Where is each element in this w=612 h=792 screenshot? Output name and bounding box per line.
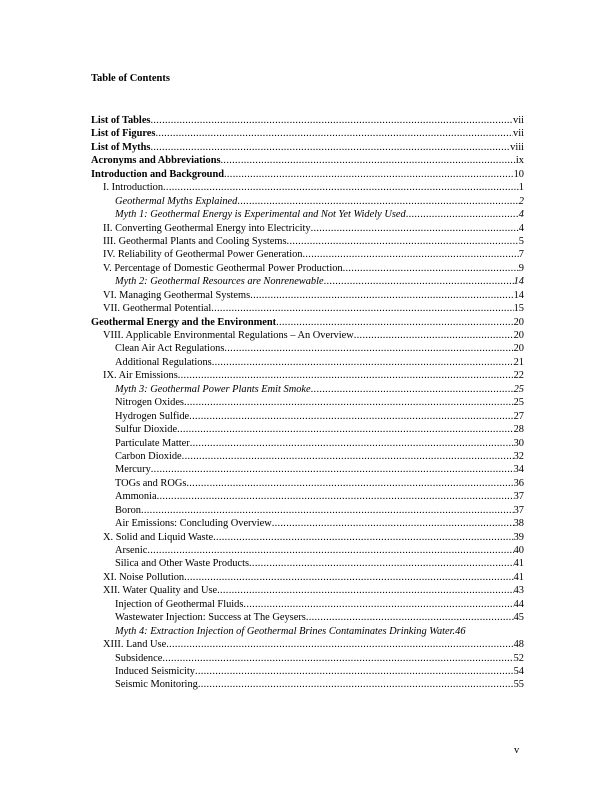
- dot-leader: [221, 154, 516, 167]
- dot-leader: [150, 141, 510, 154]
- toc-entry[interactable]: [0, 571, 612, 584]
- toc-entry-page: vii: [513, 115, 524, 126]
- dot-leader: [162, 652, 513, 665]
- toc-entry[interactable]: [0, 289, 612, 302]
- toc-entry[interactable]: [0, 383, 612, 396]
- toc-entry-page: 40: [513, 545, 524, 556]
- toc-entry[interactable]: [0, 262, 612, 275]
- toc-entry-title: Sulfur Dioxide: [115, 424, 178, 436]
- toc-entry-page: 21: [513, 356, 524, 368]
- dot-leader: [287, 235, 519, 248]
- toc-entry-title: Induced Seismicity: [115, 665, 195, 677]
- toc-entry[interactable]: [0, 410, 612, 423]
- toc-entry-page: 14: [513, 276, 524, 288]
- toc-entry-title: Introduction and Background: [91, 168, 225, 180]
- toc-entry-title: Additional Regulations: [115, 356, 212, 368]
- dot-leader: [211, 302, 513, 315]
- toc-entry-page: 2: [518, 195, 524, 207]
- dot-leader: [324, 275, 514, 288]
- toc-entry-page: vii: [513, 128, 524, 140]
- toc-entry-title: Hydrogen Sulfide: [115, 410, 190, 422]
- toc-entry-page: 45: [513, 612, 524, 624]
- toc-entry[interactable]: [0, 154, 612, 167]
- dot-leader: [198, 678, 514, 691]
- toc-entry-title: XIII. Land Use: [103, 639, 167, 651]
- dot-leader: [224, 342, 513, 355]
- toc-entry[interactable]: [0, 356, 612, 369]
- toc-entry-page: 25: [513, 397, 524, 409]
- toc-entry-title: Myth 4: Extraction Injection of Geothermal Brines Contaminates Drinking Water.: [115, 625, 456, 637]
- toc-entry-title: Myth 1: Geothermal Energy is Experimental and Not Yet Widely Used: [115, 209, 406, 221]
- toc-entry-page: 44: [513, 598, 524, 610]
- dot-leader: [155, 127, 513, 140]
- toc-entry-page: 1: [518, 182, 524, 194]
- toc-entry[interactable]: [0, 490, 612, 503]
- toc-entry-title: Ammonia: [115, 491, 157, 503]
- toc-entry-title: Air Emissions: Concluding Overview: [115, 518, 272, 530]
- toc-entry-title: List of Figures: [91, 128, 156, 140]
- toc-entry[interactable]: [0, 342, 612, 355]
- toc-entry-page: 55: [513, 679, 524, 691]
- page-number: v: [514, 745, 520, 756]
- dot-leader: [177, 423, 514, 436]
- toc-entry-page: 46: [455, 625, 466, 637]
- dot-leader: [141, 504, 514, 517]
- toc-entry-page: ix: [515, 155, 524, 167]
- toc-entry-page: 7: [518, 249, 524, 261]
- dot-leader: [163, 181, 519, 194]
- dot-leader: [249, 557, 514, 570]
- toc-entry[interactable]: [0, 678, 612, 691]
- toc-entry-title: XI. Noise Pollution: [103, 571, 185, 583]
- dot-leader: [184, 571, 514, 584]
- toc-entry-page: 25: [513, 383, 524, 395]
- toc-entry-title: VIII. Applicable Environmental Regulations – An Overview: [103, 330, 354, 341]
- toc-entry[interactable]: [0, 437, 612, 450]
- toc-entry-page: 30: [513, 437, 524, 449]
- toc-entry-title: Myth 3: Geothermal Power Plants Emit Smoke: [115, 383, 311, 395]
- toc-entry[interactable]: [0, 195, 612, 208]
- toc-entry[interactable]: [0, 652, 612, 665]
- toc-entry[interactable]: [0, 638, 612, 651]
- toc-entry-title: I. Introduction: [103, 182, 164, 194]
- toc-entry-title: Mercury: [115, 464, 151, 476]
- toc-entry-page: 38: [513, 518, 524, 530]
- toc-entry-page: 20: [513, 316, 524, 328]
- toc-entry-title: Wastewater Injection: Success at The Geysers: [115, 612, 306, 624]
- dot-leader: [243, 598, 513, 611]
- toc-entry-title: XII. Water Quality and Use: [103, 585, 218, 597]
- toc-entry-title: IV. Reliability of Geothermal Power Generation: [103, 249, 303, 261]
- toc-entry-page: 41: [513, 571, 524, 583]
- toc-entry-title: III. Geothermal Plants and Cooling Systems: [103, 235, 287, 247]
- toc-entry-title: Seismic Monitoring: [115, 679, 198, 691]
- dot-leader: [190, 437, 514, 450]
- toc-entry-title: Geothermal Myths Explained: [115, 195, 238, 207]
- toc-entry-page: 20: [513, 330, 524, 341]
- toc-entry-page: viii: [510, 141, 524, 153]
- toc-entry-title: Injection of Geothermal Fluids: [115, 598, 244, 610]
- toc-entry-title: V. Percentage of Domestic Geothermal Power Production: [103, 262, 343, 274]
- toc-entry-title: IX. Air Emissions: [103, 370, 178, 382]
- toc-entry[interactable]: [0, 302, 612, 315]
- toc-entry-page: 4: [518, 222, 524, 234]
- toc-entry-page: 9: [518, 262, 524, 274]
- toc-entry-title: Particulate Matter: [115, 437, 190, 449]
- toc-entry-page: 28: [513, 424, 524, 436]
- toc-entry-title: TOGs and ROGs: [115, 477, 187, 489]
- dot-leader: [354, 329, 514, 342]
- dot-leader: [151, 463, 514, 476]
- dot-leader: [217, 584, 514, 597]
- toc-entry-page: 52: [513, 652, 524, 664]
- toc-entry[interactable]: [0, 477, 612, 490]
- dot-leader: [189, 410, 513, 423]
- dot-leader: [178, 369, 514, 382]
- toc-entry[interactable]: [0, 557, 612, 570]
- dot-leader: [150, 114, 513, 127]
- toc-entry-title: List of Myths: [91, 141, 151, 153]
- toc-entry[interactable]: [0, 611, 612, 624]
- toc-entry-page: 43: [513, 585, 524, 597]
- toc-entry[interactable]: [0, 423, 612, 436]
- toc-entry[interactable]: [0, 114, 612, 127]
- toc-entry-page: 27: [513, 410, 524, 422]
- toc-entry[interactable]: [0, 584, 612, 597]
- toc-entry[interactable]: [0, 181, 612, 194]
- toc-entry-title: Boron: [115, 504, 141, 516]
- toc-entry[interactable]: [0, 665, 612, 678]
- dot-leader: [303, 248, 519, 261]
- toc-entry-title: List of Tables: [91, 115, 151, 126]
- dot-leader: [166, 638, 513, 651]
- toc-entry-title: Acronyms and Abbreviations: [91, 155, 221, 167]
- dot-leader: [311, 222, 519, 235]
- toc-entry-page: 32: [513, 450, 524, 462]
- dot-leader: [195, 665, 514, 678]
- dot-leader: [237, 195, 518, 208]
- toc-entry-title: Arsenic: [115, 545, 148, 556]
- toc-entry[interactable]: [0, 208, 612, 221]
- toc-entry[interactable]: [0, 329, 612, 342]
- toc-entry-page: 22: [513, 370, 524, 382]
- toc-entry-page: 20: [513, 343, 524, 355]
- toc-entry-title: VII. Geothermal Potential: [103, 303, 212, 315]
- dot-leader: [182, 450, 514, 463]
- toc-entry-page: 37: [513, 504, 524, 516]
- dot-leader: [306, 611, 514, 624]
- toc-entry-title: Clean Air Act Regulations: [115, 343, 225, 355]
- toc-entry-page: 5: [518, 235, 524, 247]
- dot-leader: [157, 490, 514, 503]
- toc-entry-page: 34: [513, 464, 524, 476]
- toc-entry[interactable]: [0, 463, 612, 476]
- toc-entry[interactable]: [0, 222, 612, 235]
- toc-entry[interactable]: [0, 625, 612, 638]
- toc-entry-title: Silica and Other Waste Products: [115, 558, 250, 570]
- toc-entry-page: 48: [513, 639, 524, 651]
- toc-entry-page: 37: [513, 491, 524, 503]
- toc-entry[interactable]: [0, 396, 612, 409]
- page-title: Table of Contents: [91, 73, 170, 84]
- dot-leader: [250, 289, 513, 302]
- toc-entry-title: Subsidence: [115, 652, 163, 664]
- toc-entry[interactable]: [0, 248, 612, 261]
- toc-entry[interactable]: [0, 450, 612, 463]
- dot-leader: [276, 316, 514, 329]
- toc-entry-page: 39: [513, 531, 524, 543]
- toc-entry-page: 36: [513, 477, 524, 489]
- toc-entry[interactable]: [0, 544, 612, 557]
- dot-leader: [184, 396, 514, 409]
- toc-entry-title: Myth 2: Geothermal Resources are Nonrenewable: [115, 276, 324, 288]
- dot-leader: [406, 208, 519, 221]
- table-of-contents: [0, 114, 612, 692]
- dot-leader: [272, 517, 514, 530]
- dot-leader: [147, 544, 513, 557]
- dot-leader: [213, 531, 514, 544]
- toc-entry-page: 54: [513, 665, 524, 677]
- toc-entry[interactable]: [0, 127, 612, 140]
- toc-entry-title: X. Solid and Liquid Waste: [103, 531, 214, 543]
- toc-entry-title: Nitrogen Oxides: [115, 397, 184, 409]
- toc-entry[interactable]: [0, 531, 612, 544]
- dot-leader: [311, 383, 514, 396]
- toc-entry[interactable]: [0, 141, 612, 154]
- dot-leader: [224, 168, 514, 181]
- toc-entry[interactable]: [0, 235, 612, 248]
- toc-entry[interactable]: [0, 598, 612, 611]
- toc-entry[interactable]: [0, 316, 612, 329]
- toc-entry-page: 41: [513, 558, 524, 570]
- toc-entry-page: 4: [518, 209, 524, 221]
- toc-entry[interactable]: [0, 517, 612, 530]
- toc-entry-title: Geothermal Energy and the Environment: [91, 316, 277, 328]
- toc-entry-page: 15: [513, 303, 524, 315]
- toc-entry-page: 10: [513, 168, 524, 180]
- toc-entry[interactable]: [0, 168, 612, 181]
- toc-entry[interactable]: [0, 275, 612, 288]
- toc-entry-title: II. Converting Geothermal Energy into Electricity: [103, 222, 311, 234]
- toc-entry-page: 14: [513, 289, 524, 301]
- toc-entry[interactable]: [0, 504, 612, 517]
- toc-entry-title: VI. Managing Geothermal Systems: [103, 289, 251, 301]
- dot-leader: [343, 262, 519, 275]
- toc-entry[interactable]: [0, 369, 612, 382]
- dot-leader: [186, 477, 513, 490]
- dot-leader: [212, 356, 514, 369]
- toc-entry-title: Carbon Dioxide: [115, 450, 182, 462]
